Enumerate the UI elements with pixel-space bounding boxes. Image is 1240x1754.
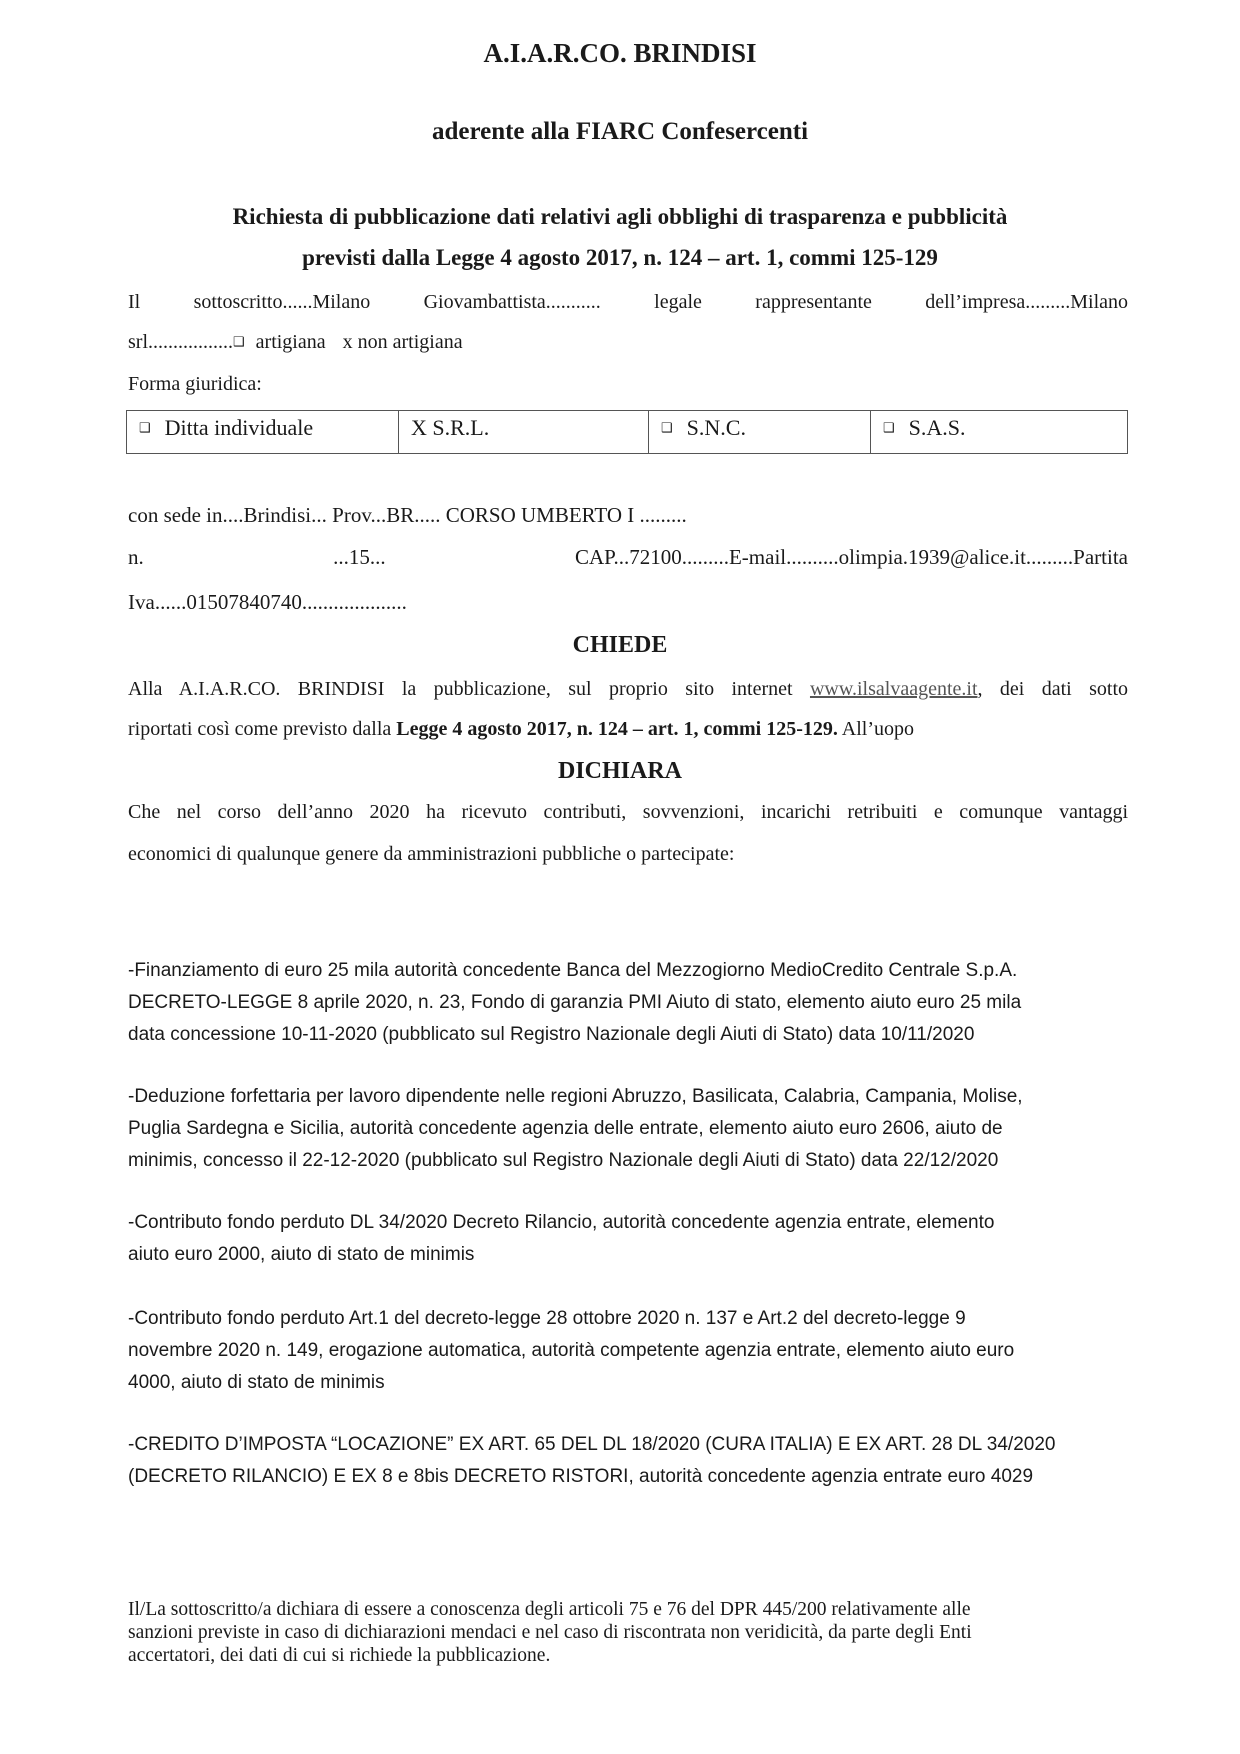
aid-item-financing: -Finanziamento di euro 25 mila autorità concedente Banca del Mezzogiorno MedioCredito Centrale S.p.A. DECRETO-LEGGE 8 aprile 2020, n. 23, Fondo di garanzia PMI Aiuto di stato, elemento aiuto euro 25 mila data concessione 10-11-2020 (pubblicato sul Registro Nazionale degli Aiuti di Stato) data 10/11/2020 <box>128 960 1022 1045</box>
option-ditta-individuale: ❑ Ditta individuale <box>127 411 399 453</box>
request-title-line2: previsti dalla Legge 4 agosto 2017, n. 124 – art. 1, commi 125-129 <box>302 245 938 270</box>
aid-item-contribution-ristori: -Contributo fondo perduto Art.1 del decreto-legge 28 ottobre 2020 n. 137 e Art.2 del decreto-legge 9 novembre 2020 n. 149, erogazione automatica, autorità competente agenzia entrate, elemento aiuto euro 4000, aiuto di stato de minimis <box>128 1308 1015 1393</box>
aid-item-tax-credit: -CREDITO D’IMPOSTA “LOCAZIONE” EX ART. 65 DEL DL 18/2020 (CURA ITALIA) E EX ART. 28 DL 34/2020 (DECRETO RILANCIO) E EX 8 e 8bis DECRETO RISTORI, autorità concedente agenzia entrate euro 4029 <box>128 1434 1056 1487</box>
affiliation-subtitle: aderente alla FIARC Confesercenti <box>431 118 809 145</box>
checkbox-icon: ❑ <box>233 334 245 349</box>
option-snc: ❑ S.N.C. <box>649 411 871 453</box>
law-reference: Legge 4 agosto 2017, n. 124 – art. 1, commi 125-129. <box>396 718 838 740</box>
request-title <box>0 196 1240 278</box>
chiede-heading: CHIEDE <box>572 632 668 658</box>
forma-giuridica-label: Forma giuridica: <box>128 373 262 395</box>
dichiara-heading: DICHIARA <box>557 758 682 784</box>
checkbox-icon: ❑ <box>883 420 895 435</box>
forma-giuridica-table <box>126 410 1128 454</box>
dichiara-intro-line1: Che nel corso dell’anno 2020 ha ricevuto contributi, sovvenzioni, incarichi retribuiti e comunque vantaggi <box>128 801 1128 823</box>
company-suffix: srl................. <box>128 331 233 353</box>
non-artigiana-option: x non artigiana <box>342 331 463 353</box>
declarant-line: Il sottoscritto......Milano Giovambattista........... legale rappresentante dell’impresa.........Milano <box>128 291 1128 313</box>
website-link[interactable]: www.ilsalvaagente.it <box>809 678 978 700</box>
chiede-paragraph-line1: Alla A.I.A.R.CO. BRINDISI la pubblicazione, sul proprio sito internet www.ilsalvaagente.it, dei dati sotto <box>128 678 1128 700</box>
checkbox-icon: ❑ <box>661 420 673 435</box>
dichiara-intro-line2: economici di qualunque genere da amministrazioni pubbliche o partecipate: <box>128 843 735 865</box>
org-title: A.I.A.R.CO. BRINDISI <box>483 38 757 68</box>
vat-line: Iva......01507840740.................... <box>128 590 407 614</box>
request-title-line1: Richiesta di pubblicazione dati relativi agli obblighi di trasparenza e pubblicità <box>232 204 1008 229</box>
address-line: con sede in....Brindisi... Prov...BR..... CORSO UMBERTO I ......... <box>128 503 687 527</box>
contact-line: n. ...15... CAP...72100.........E-mail..........olimpia.1939@alice.it.........Partita <box>128 545 1128 569</box>
closing-statement: Il/La sottoscritto/a dichiara di essere a conoscenza degli articoli 75 e 76 del DPR 445/200 relativamente alle sanzioni previste in caso di dichiarazioni mendaci e nel caso di riscontrata non veridicità, da parte degli Enti accertatori, dei dati di cui si richiede la pubblicazione. <box>128 1599 972 1666</box>
option-srl: X S.R.L. <box>399 411 649 453</box>
chiede-paragraph-line2: riportati così come previsto dalla Legge 4 agosto 2017, n. 124 – art. 1, commi 125-129. All’uopo <box>128 718 915 740</box>
artigiana-option: artigiana <box>255 331 326 353</box>
aid-item-contribution-dl34: -Contributo fondo perduto DL 34/2020 Decreto Rilancio, autorità concedente agenzia entrate, elemento aiuto euro 2000, aiuto di stato de minimis <box>128 1212 995 1265</box>
aid-item-deduction: -Deduzione forfettaria per lavoro dipendente nelle regioni Abruzzo, Basilicata, Calabria, Campania, Molise, Puglia Sardegna e Sicilia, autorità concedente agenzia delle entrate, elemento aiuto euro 2606, aiuto de minimis, concesso il 22-12-2020 (pubblicato sul Registro Nazionale degli Aiuti di Stato) data 22/12/2020 <box>128 1086 1023 1171</box>
option-sas: ❑ S.A.S. <box>883 415 966 440</box>
declarant-type-line <box>128 331 1128 354</box>
checkbox-icon: ❑ <box>139 420 151 435</box>
